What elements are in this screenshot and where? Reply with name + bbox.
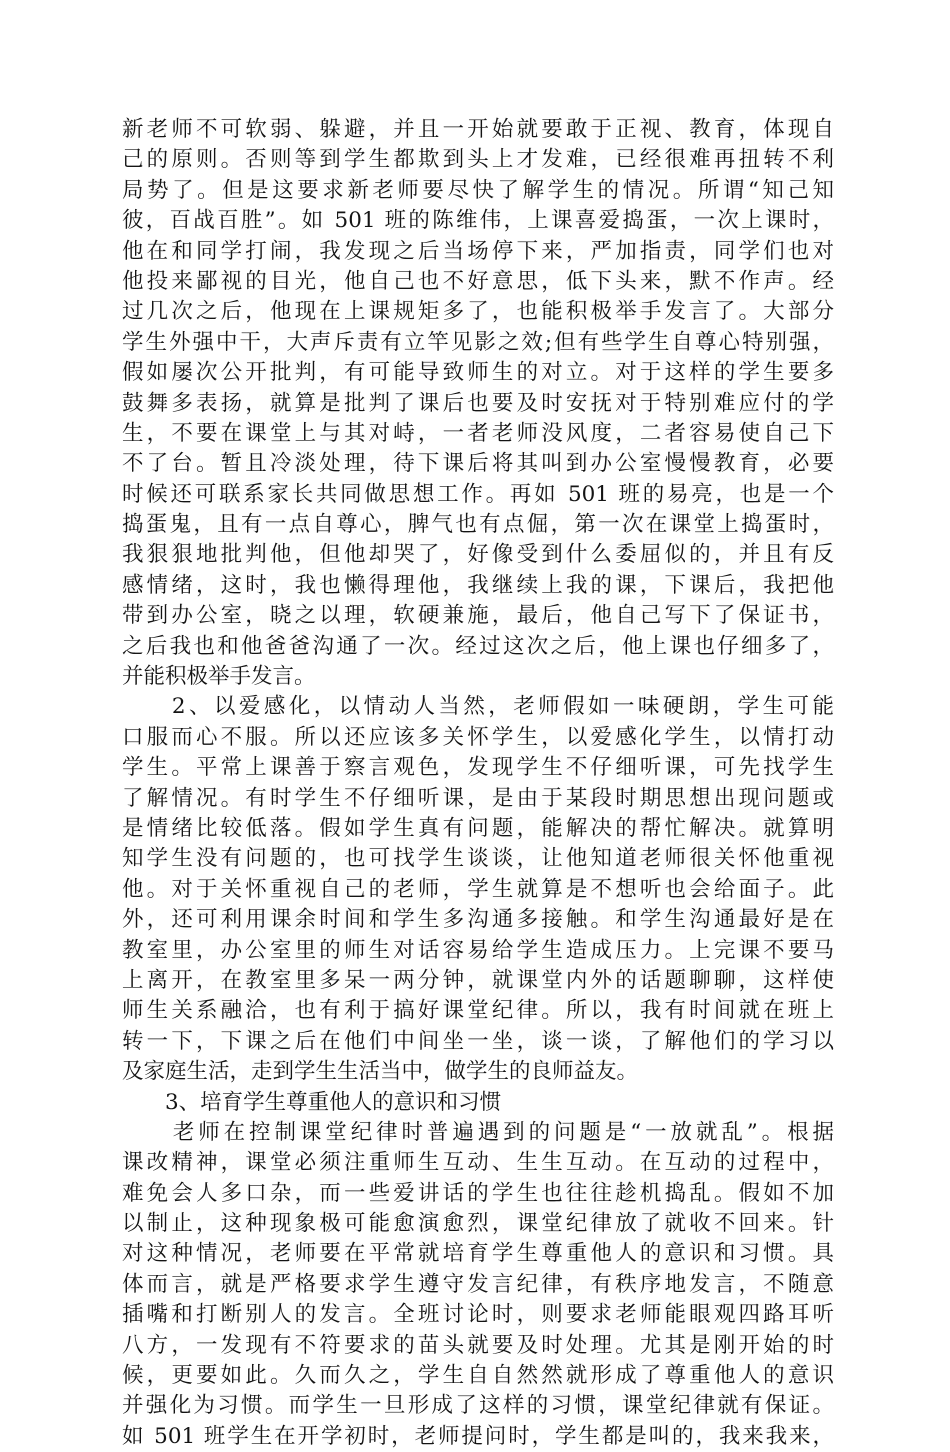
- text-line: 学生外强中干，大声斥责有立竿见影之效;但有些学生自尊心特别强，: [122, 329, 834, 355]
- text-line: 并强化为习惯。而学生一旦形成了这样的习惯，课堂纪律就有保证。: [122, 1393, 834, 1419]
- text-line: 假如屡次公开批判，有可能导致师生的对立。对于这样的学生要多: [122, 360, 834, 386]
- section-heading: 2、以爱感化，以情动人当然，老师假如一味硬朗，学生可能: [122, 694, 834, 720]
- text-line: 局势了。但是这要求新老师要尽快了解学生的情况。所谓“知己知: [122, 177, 834, 203]
- text-line: 如 501 班学生在开学初时，老师提问时，学生都是叫的，我来我来，: [122, 1423, 834, 1449]
- text-line: 以制止，这种现象极可能愈演愈烈，课堂纪律放了就收不回来。针: [122, 1211, 834, 1237]
- text-line: 候，更要如此。久而久之，学生自自然然就形成了尊重他人的意识: [122, 1363, 834, 1389]
- text-line: 他。对于关怀重视自己的老师，学生就算是不想听也会给面子。此: [122, 876, 834, 902]
- text-line: 口服而心不服。所以还应该多关怀学生，以爱感化学生，以情打动: [122, 724, 834, 750]
- text-line: 感情绪，这时，我也懒得理他，我继续上我的课，下课后，我把他: [122, 572, 834, 598]
- text-line: 彼，百战百胜”。如 501 班的陈维伟，上课喜爱捣蛋，一次上课时，: [122, 208, 834, 234]
- text-line: 鼓舞多表扬，就算是批判了课后也要及时安抚对于特别难应付的学: [122, 390, 834, 416]
- text-line: 外，还可利用课余时间和学生多沟通多接触。和学生沟通最好是在: [122, 907, 834, 933]
- text-line: 带到办公室，晓之以理，软硬兼施，最后，他自己写下了保证书，: [122, 603, 834, 629]
- text-line: 老师在控制课堂纪律时普遍遇到的问题是“一放就乱”。根据: [122, 1119, 834, 1145]
- text-line: 生，不要在课堂上与其对峙，一者老师没风度，二者容易使自己下: [122, 420, 834, 446]
- text-line: 插嘴和打断别人的发言。全班讨论时，则要求老师能眼观四路耳听: [122, 1302, 834, 1328]
- text-line: 不了台。暂且冷淡处理，待下课后将其叫到办公室慢慢教育，必要: [122, 451, 834, 477]
- text-line: 我狠狠地批判他，但他却哭了，好像受到什么委屈似的，并且有反: [122, 542, 834, 568]
- text-line: 他在和同学打闹，我发现之后当场停下来，严加指责，同学们也对: [122, 238, 834, 264]
- text-line: 教室里，办公室里的师生对话容易给学生造成压力。上完课不要马: [122, 937, 834, 963]
- text-line: 难免会人多口杂，而一些爱讲话的学生也往往趁机捣乱。假如不加: [122, 1180, 834, 1206]
- text-line: 己的原则。否则等到学生都欺到头上才发难，已经很难再扭转不利: [122, 147, 834, 173]
- text-line: 师生关系融洽，也有利于搞好课堂纪律。所以，我有时间就在班上: [122, 998, 834, 1024]
- text-line: 对这种情况，老师要在平常就培育学生尊重他人的意识和习惯。具: [122, 1241, 834, 1267]
- text-line: 及家庭生活，走到学生生活当中，做学生的良师益友。: [122, 1059, 639, 1085]
- text-line: 课改精神，课堂必须注重师生互动、生生互动。在互动的过程中，: [122, 1150, 834, 1176]
- text-line: 体而言，就是严格要求学生遵守发言纪律，有秩序地发言，不随意: [122, 1271, 834, 1297]
- text-line: 知学生没有问题的，也可找学生谈谈，让他知道老师很关怀他重视: [122, 846, 834, 872]
- text-line: 八方，一发现有不符要求的苗头就要及时处理。尤其是刚开始的时: [122, 1332, 834, 1358]
- text-line: 是情绪比较低落。假如学生真有问题，能解决的帮忙解决。就算明: [122, 815, 834, 841]
- section-heading: 3、培育学生尊重他人的意识和习惯: [122, 1089, 502, 1115]
- text-line: 时候还可联系家长共同做思想工作。再如 501 班的易亮，也是一个: [122, 481, 834, 507]
- text-line: 他投来鄙视的目光，他自己也不好意思，低下头来，默不作声。经: [122, 268, 834, 294]
- text-line: 上离开，在教室里多呆一两分钟，就课堂内外的话题聊聊，这样使: [122, 967, 834, 993]
- document-body: [122, 115, 834, 1452]
- text-line: 捣蛋鬼，且有一点自尊心，脾气也有点倔，第一次在课堂上捣蛋时，: [122, 512, 834, 538]
- text-line: 并能积极举手发言。: [122, 664, 316, 690]
- text-line: 转一下，下课之后在他们中间坐一坐，谈一谈，了解他们的学习以: [122, 1028, 834, 1054]
- text-line: 学生。平常上课善于察言观色，发现学生不仔细听课，可先找学生: [122, 755, 834, 781]
- text-line: 新老师不可软弱、躲避，并且一开始就要敢于正视、教育，体现自: [122, 117, 834, 142]
- text-line: 之后我也和他爸爸沟通了一次。经过这次之后，他上课也仔细多了，: [122, 633, 834, 659]
- text-line: 了解情况。有时学生不仔细听课，是由于某段时期思想出现问题或: [122, 785, 834, 811]
- text-line: 过几次之后，他现在上课规矩多了，也能积极举手发言了。大部分: [122, 299, 834, 325]
